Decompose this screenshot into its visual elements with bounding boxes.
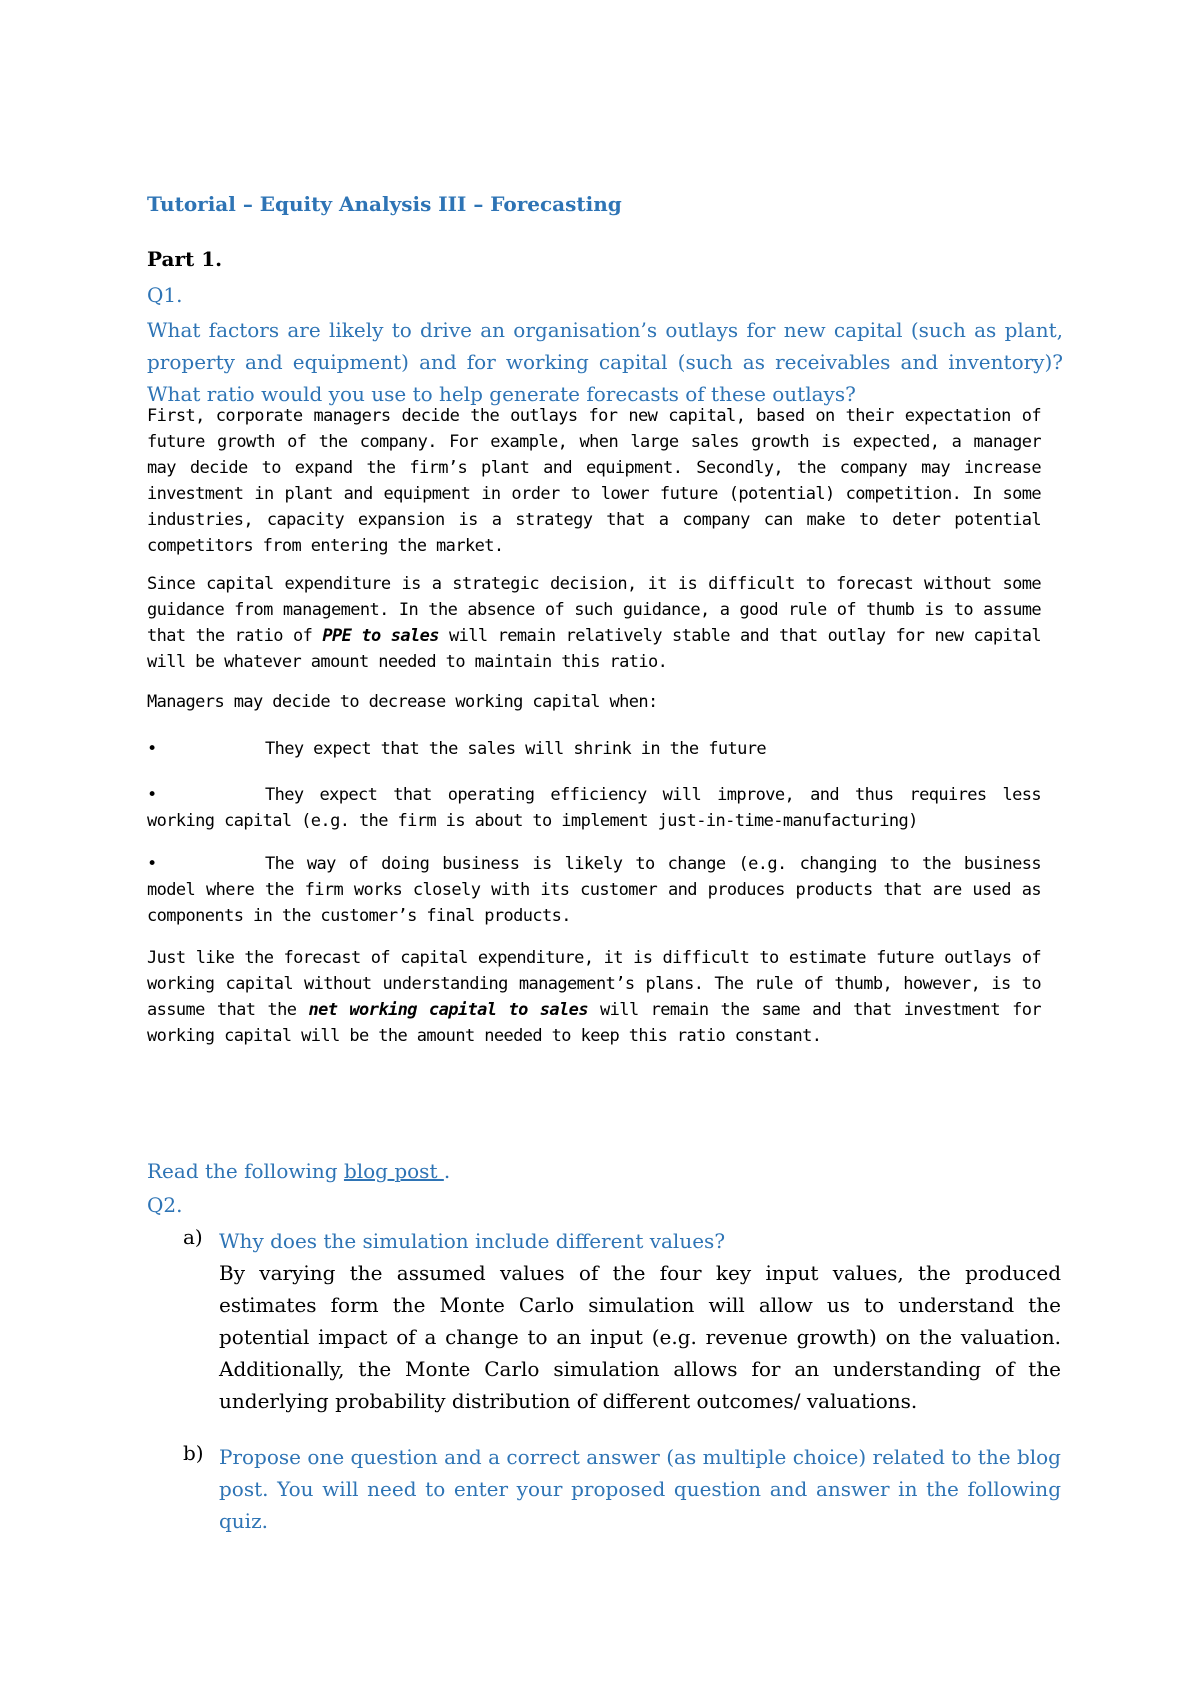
bullet-text: They expect that operating efficiency will improve, and thus requires less working capital (e.g. the firm is about to implement just-in-time-manufacturing) — [147, 785, 1041, 831]
bullet-item — [147, 736, 1041, 762]
q1-answer-text: will remain relatively stable and that outlay for new capital will be whatever amount needed to maintain this ratio. — [147, 626, 1041, 672]
q1-label: Q1. — [147, 283, 183, 307]
bullet-icon: • — [147, 739, 157, 759]
q1-answer-paragraph-3 — [147, 689, 1041, 715]
q2a-label: a) — [183, 1225, 203, 1249]
bullet-text: The way of doing business is likely to change (e.g. changing to the business model where the firm works closely with its customer and produces products that are used as components in the customer’s final products. — [147, 854, 1041, 926]
read-prefix: Read the following — [147, 1159, 344, 1183]
bullet-text: They expect that the sales will shrink in the future — [265, 739, 767, 759]
q1-answer-text: Just like the forecast of capital expenditure, it is difficult to estimate future outlays of working capital without understanding management’s plans. The rule of thumb, however, is to assume that the — [147, 948, 1041, 1020]
bullet-icon: • — [147, 785, 157, 805]
q1-question: What factors are likely to drive an organisation’s outlays for new capital (such as plant, property and equipment) and for working capital (such as receivables and inventory)? What ratio would you use to help generate forecasts of these outlays? — [147, 318, 1063, 406]
document-title: Tutorial – Equity Analysis III – Forecasting — [147, 192, 622, 216]
q2a-answer: By varying the assumed values of the four key input values, the produced estimates form the Monte Carlo simulation will allow us to understand the potential impact of a change to an input (e.g. revenue growth) on the valuation. Additionally, the Monte Carlo simulation allows for an understanding of the underlying probability distribution of different outcomes/ valuations. — [219, 1261, 1061, 1413]
bullet-item — [147, 851, 1041, 929]
q2-label: Q2. — [147, 1193, 183, 1217]
q1-answer-paragraph-1 — [147, 403, 1041, 559]
q1-answer-text: Since capital expenditure is a strategic decision, it is difficult to forecast without some guidance from management. In the absence of such guidance, a good rule of thumb is to assume that the ratio of — [147, 574, 1041, 646]
q1-answer-text: Managers may decide to decrease working capital when: — [147, 692, 658, 712]
q1-answer-text: First, corporate managers decide the outlays for new capital, based on their expectation of future growth of the company. For example, when large sales growth is expected, a manager may decide to expand the firm’s plant and equipment. Secondly, the company may increase investment in plant and equipment in order to lower future (potential) competition. In some industries, capacity expansion is a strategy that a company can make to deter potential competitors from entering the market. — [147, 406, 1041, 556]
q1-answer-text: will remain the same and that investment for working capital will be the amount needed to keep this ratio constant. — [147, 1000, 1041, 1046]
q2b-question: Propose one question and a correct answer (as multiple choice) related to the blog post. You will need to enter your proposed question and answer in the following quiz. — [219, 1445, 1061, 1533]
part-heading: Part 1. — [147, 247, 223, 271]
q2b-label: b) — [183, 1441, 204, 1465]
bullet-item — [147, 782, 1041, 834]
blog-post-link[interactable]: blog post — [343, 1159, 444, 1183]
ppe-to-sales-emphasis: PPE to sales — [322, 626, 439, 646]
bullet-icon: • — [147, 854, 157, 874]
q2a-question: Why does the simulation include different values? — [219, 1229, 726, 1253]
read-instruction — [147, 1159, 450, 1183]
read-suffix: . — [443, 1159, 451, 1183]
q1-answer-paragraph-4 — [147, 945, 1041, 1049]
q1-answer-paragraph-2 — [147, 571, 1041, 675]
nwc-to-sales-emphasis: net working capital to sales — [308, 1000, 588, 1020]
